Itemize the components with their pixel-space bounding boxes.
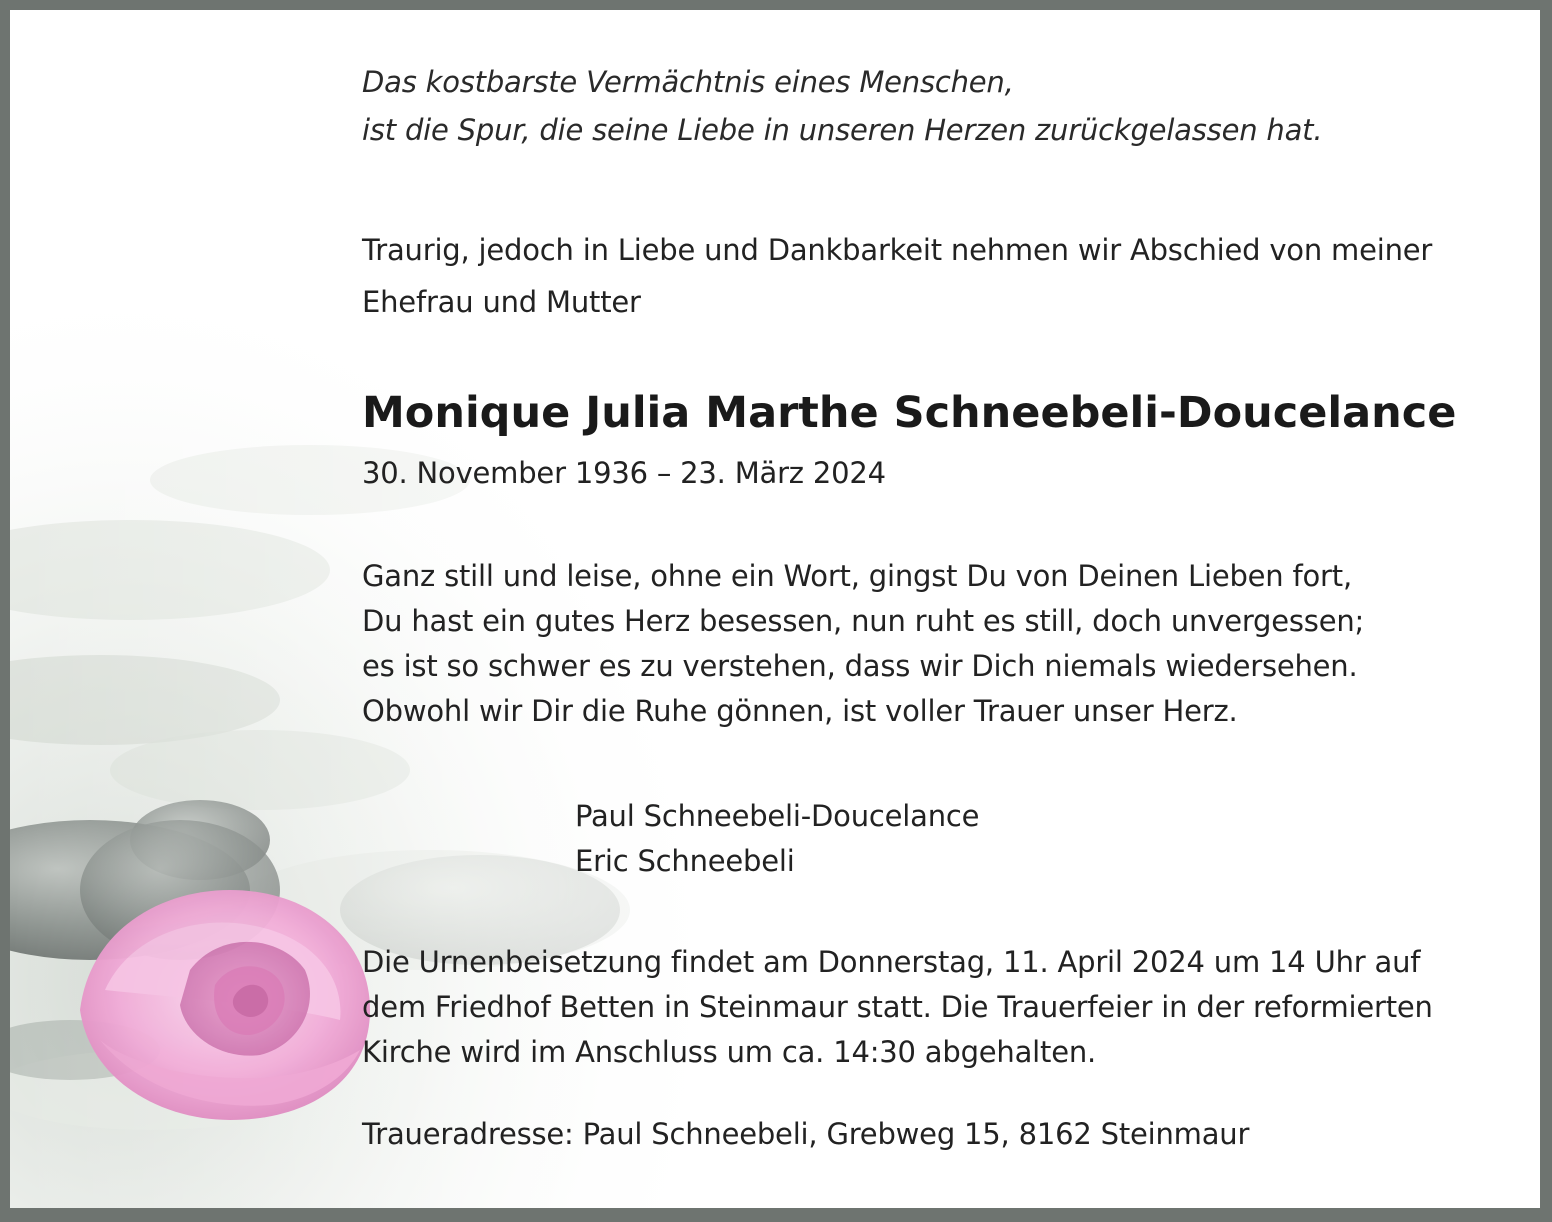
mourners-list xyxy=(575,794,979,884)
obituary-content xyxy=(10,10,1540,1208)
deceased-name: Monique Julia Marthe Schneebeli-Doucelance xyxy=(362,388,1457,438)
quote-line-2: ist die Spur, die seine Liebe in unseren Herzen zurückgelassen hat. xyxy=(362,113,1323,147)
poem-line-3: es ist so schwer es zu verstehen, dass wir Dich niemals wiedersehen. xyxy=(362,649,1358,683)
ceremony-line-2: dem Friedhof Betten in Steinmaur statt. Die Trauerfeier in der reformierten xyxy=(362,990,1433,1024)
intro-line-2: Ehefrau und Mutter xyxy=(362,285,641,319)
intro-line-1: Traurig, jedoch in Liebe und Dankbarkeit nehmen wir Abschied von meiner xyxy=(362,233,1433,267)
quote-line-1: Das kostbarste Vermächtnis eines Menschen, xyxy=(362,65,1014,99)
ceremony-line-1: Die Urnenbeisetzung findet am Donnerstag, 11. April 2024 um 14 Uhr auf xyxy=(362,945,1421,979)
mourner-name: Eric Schneebeli xyxy=(575,844,795,878)
ceremony-line-3: Kirche wird im Anschluss um ca. 14:30 abgehalten. xyxy=(362,1035,1097,1069)
poem-line-4: Obwohl wir Dir die Ruhe gönnen, ist voller Trauer unser Herz. xyxy=(362,694,1238,728)
farewell-intro xyxy=(362,224,1432,328)
memorial-poem xyxy=(362,554,1364,734)
poem-line-2: Du hast ein gutes Herz besessen, nun ruht es still, doch unvergessen; xyxy=(362,604,1365,638)
mourning-address: Traueradresse: Paul Schneebeli, Grebweg 15, 8162 Steinmaur xyxy=(362,1117,1250,1151)
poem-line-1: Ganz still und leise, ohne ein Wort, gingst Du von Deinen Lieben fort, xyxy=(362,559,1352,593)
memorial-quote xyxy=(362,58,1322,154)
life-dates: 30. November 1936 – 23. März 2024 xyxy=(362,456,886,490)
ceremony-details xyxy=(362,940,1433,1075)
obituary-card xyxy=(10,10,1540,1208)
mourner-name: Paul Schneebeli-Doucelance xyxy=(575,799,980,833)
